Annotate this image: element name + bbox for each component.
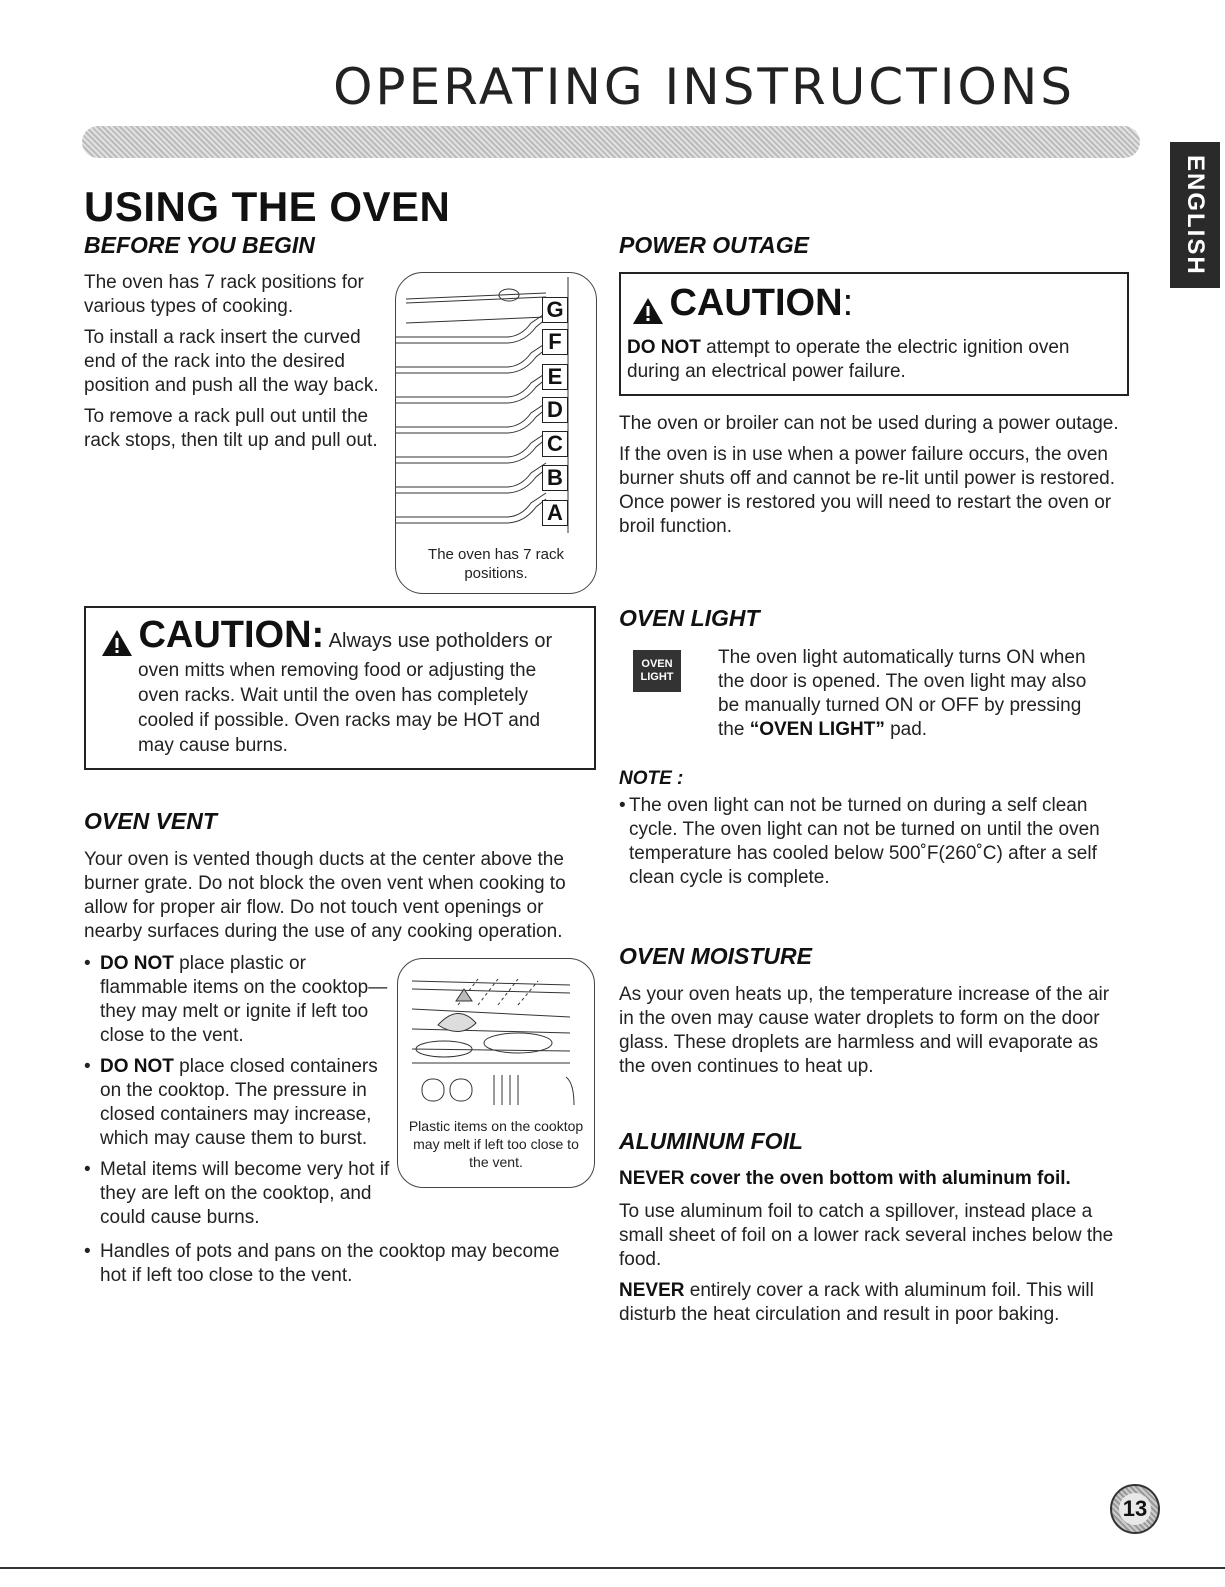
rack-figure-caption: The oven has 7 rack positions. [428, 546, 564, 582]
oven-vent-bullets [84, 952, 396, 1230]
rack-label-d: D [542, 397, 568, 423]
caution-label: CAUTION: [138, 614, 325, 656]
before-you-begin-heading: BEFORE YOU BEGIN [84, 232, 315, 258]
page-number-badge [1110, 1484, 1160, 1534]
caution-potholders-text: oven mitts when removing food or adjusting the oven racks. Wait until the oven has completely cooled if possible. Oven racks may be HOT and may cause burns. [138, 660, 541, 756]
bullet-containers-bold: DO NOT [100, 1056, 174, 1077]
oven-vent-intro: Your oven is vented though ducts at the center above the burner grate. Do not block the oven vent when cooking to allow for proper air flow. Do not touch vent openings or nearby surfaces during the use of any cooking operation. [84, 849, 566, 942]
bullet-plastic-text: place plastic or flammable items on the cooktop—they may melt or ignite if left too close to the vent. [100, 953, 388, 1046]
caution-inline-text: Always use potholders or [328, 630, 553, 652]
bullet-metal [84, 1158, 396, 1230]
oven-moisture-text: As your oven heats up, the temperature increase of the air in the oven may cause water droplets to form on the door glass. These droplets are harmless and will evaporate as the oven continues to heat up. [619, 984, 1110, 1077]
oven-light-button-icon [633, 650, 681, 692]
bullet-plastic-bold: DO NOT [100, 953, 174, 974]
oven-light-button-line2: LIGHT [640, 671, 674, 683]
cooktop-figure [397, 958, 595, 1188]
oven-light-heading: OVEN LIGHT [619, 605, 760, 631]
aluminum-foil-warning: NEVER cover the oven bottom with aluminum foil. [619, 1168, 1071, 1189]
power-outage-paragraph-1: The oven or broiler can not be used during a power outage. [619, 413, 1119, 434]
oven-light-button-line1: OVEN [641, 658, 673, 670]
bullet-handles-text: Handles of pots and pans on the cooktop may become hot if left too close to the vent. [100, 1241, 560, 1286]
bullet-handles [84, 1240, 589, 1288]
bottom-rule [0, 1567, 1225, 1569]
rack-label-f: F [542, 329, 568, 355]
bullet-containers [84, 1055, 396, 1151]
rack-label-e: E [542, 364, 568, 390]
caution-power-label: CAUTION [669, 282, 843, 324]
rack-label-b: B [542, 465, 568, 491]
rack-positions-paragraph: The oven has 7 rack positions for various types of cooking. [84, 272, 364, 317]
oven-light-text-post: pad. [884, 719, 928, 740]
cooktop-figure-caption: Plastic items on the cooktop may melt if left too close to the vent. [408, 1118, 584, 1170]
oven-light-text [718, 646, 1108, 742]
oven-light-text-bold: “OVEN LIGHT” [749, 719, 885, 740]
aluminum-foil-paragraph-1: To use aluminum foil to catch a spillover, instead place a small sheet of foil on a lower rack several inches below the food. [619, 1201, 1114, 1270]
note-label: NOTE : [619, 768, 684, 789]
header-bar [82, 126, 1140, 158]
power-outage-heading: POWER OUTAGE [619, 232, 809, 258]
page-number: 13 [1119, 1493, 1151, 1525]
warning-triangle-icon [100, 628, 134, 658]
install-rack-paragraph: To install a rack insert the curved end of the rack into the desired position and push all the way back. [84, 327, 379, 396]
warning-triangle-icon [631, 296, 665, 326]
before-you-begin-text [84, 271, 394, 460]
caution-power-text [627, 336, 1117, 384]
rack-label-c: C [542, 431, 568, 457]
aluminum-foil-heading: ALUMINUM FOIL [619, 1128, 803, 1154]
oven-moisture-heading: OVEN MOISTURE [619, 943, 812, 969]
aluminum-foil-never: NEVER [619, 1280, 685, 1301]
bullet-containers-text: place closed containers on the cooktop. The pressure in closed containers may increase, which may cause them to burst. [100, 1056, 378, 1149]
aluminum-foil-paragraph-2-text: entirely cover a rack with aluminum foil. This will disturb the heat circulation and result in poor baking. [619, 1280, 1094, 1325]
note-text: The oven light can not be turned on during a self clean cycle. The oven light can not be turned on until the oven temperature has cooled below 500˚F(260˚C) after a self clean cycle is complete. [629, 795, 1100, 888]
bullet-plastic [84, 952, 396, 1048]
page-title: USING THE OVEN [84, 183, 451, 230]
note-bullet [619, 794, 1129, 890]
power-outage-paragraph-2: If the oven is in use when a power failure occurs, the oven burner shuts off and cannot be re-lit until power is restored. Once power is restored you will need to restart the oven or broil function. [619, 444, 1116, 537]
rack-positions-figure [395, 272, 597, 594]
bullet-metal-text: Metal items will become very hot if they are left on the cooktop, and could cause burns. [100, 1159, 390, 1228]
language-tab [1170, 142, 1220, 288]
rack-label-g: G [542, 297, 568, 323]
header-title: OPERATING INSTRUCTIONS [333, 58, 1075, 116]
caution-box-power [619, 272, 1129, 396]
rack-label-a: A [542, 500, 568, 526]
aluminum-foil-paragraph-2 [619, 1279, 1124, 1327]
caution-power-body: attempt to operate the electric ignition oven during an electrical power failure. [627, 337, 1070, 382]
oven-light-text-pre: The oven light automatically turns ON when the door is opened. The oven light may also be manually turned ON or OFF by pressing the [718, 647, 1087, 740]
remove-rack-paragraph: To remove a rack pull out until the rack stops, then tilt up and pull out. [84, 406, 378, 451]
oven-vent-heading: OVEN VENT [84, 808, 217, 834]
caution-power-bold: DO NOT [627, 337, 701, 358]
caution-power-colon: : [842, 282, 854, 324]
caution-box-potholders [84, 606, 596, 770]
language-tab-label: ENGLISH [1182, 154, 1209, 276]
cooktop-diagram [398, 959, 594, 1109]
